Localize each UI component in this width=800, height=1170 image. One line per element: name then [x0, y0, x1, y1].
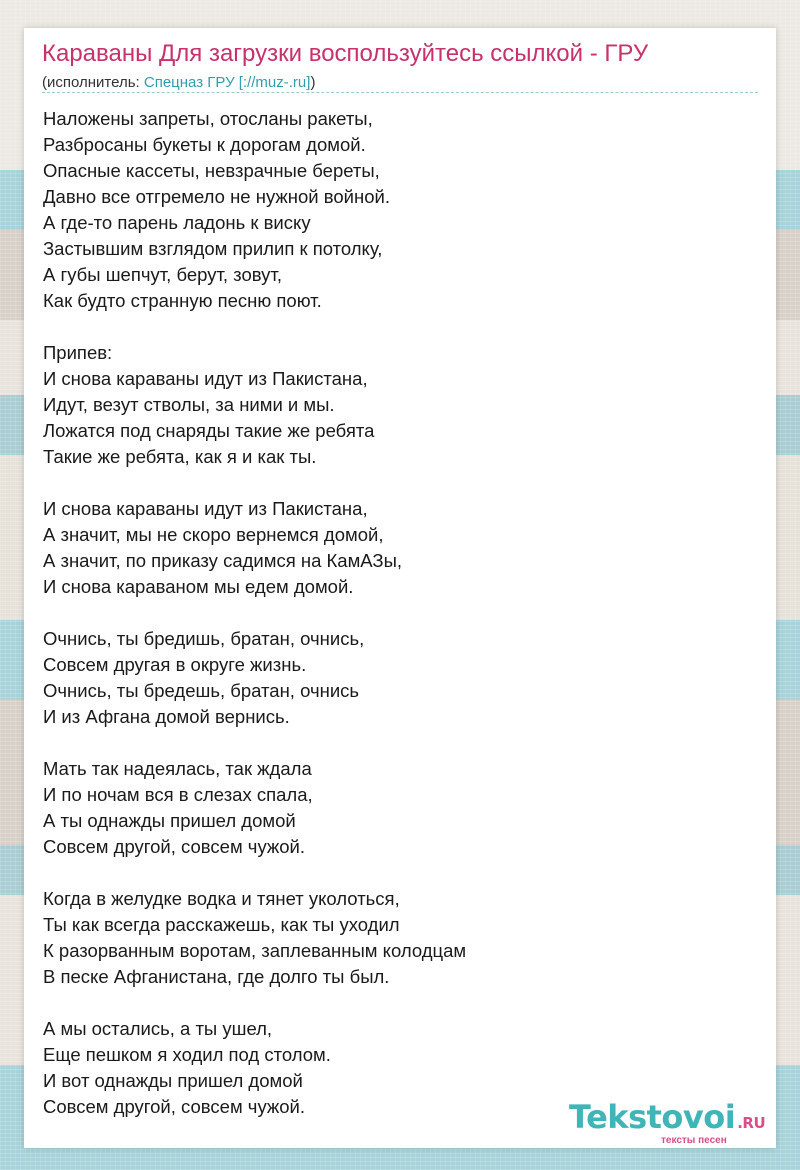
lyrics-body	[43, 106, 743, 1120]
lyric-line: А мы остались, а ты ушел,	[43, 1018, 273, 1039]
lyric-line: И из Афгана домой вернись.	[43, 706, 290, 727]
lyric-line: Очнись, ты бредишь, братан, очнись,	[43, 628, 365, 649]
lyric-line: Застывшим взглядом прилип к потолку,	[43, 238, 383, 259]
header-divider	[42, 92, 758, 93]
artist-suffix: )	[310, 74, 316, 91]
artist-line	[42, 74, 315, 91]
lyric-line: И по ночам вся в слезах спала,	[43, 784, 313, 805]
logo-tagline: тексты песен	[661, 1135, 727, 1146]
lyric-line: Такие же ребята, как я и как ты.	[43, 446, 317, 467]
artist-link[interactable]: Спецназ ГРУ [://muz-.ru]	[143, 74, 311, 91]
lyric-line: Совсем другой, совсем чужой.	[43, 836, 306, 857]
lyric-line: Мать так надеялась, так ждала	[43, 758, 312, 779]
stanza-gap	[43, 314, 743, 340]
lyric-line: И вот однажды пришел домой	[43, 1070, 303, 1091]
stanza-gap	[43, 470, 743, 496]
lyric-line: Идут, везут стволы, за ними и мы.	[43, 394, 335, 415]
stanza-gap	[43, 730, 743, 756]
lyric-line: К разорванным воротам, заплеванным колодцам	[43, 940, 467, 961]
lyric-line: В песке Афганистана, где долго ты был.	[43, 966, 390, 987]
lyric-line: Когда в желудке водка и тянет уколоться,	[43, 888, 400, 909]
logo-wordmark	[569, 1098, 765, 1136]
lyric-line: И снова караваном мы едем домой.	[43, 576, 354, 597]
lyric-line: Совсем другой, совсем чужой.	[43, 1096, 306, 1117]
logo-tld: .RU	[737, 1114, 766, 1132]
lyric-line: Еще пешком я ходил под столом.	[43, 1044, 331, 1065]
site-logo[interactable]	[569, 1098, 779, 1146]
lyric-line: И снова караваны идут из Пакистана,	[43, 498, 368, 519]
lyric-line: А значит, мы не скоро вернемся домой,	[43, 524, 384, 545]
lyric-line: А значит, по приказу садимся на КамАЗы,	[43, 550, 403, 571]
lyric-line: Совсем другая в округе жизнь.	[43, 654, 307, 675]
artist-prefix: (исполнитель:	[42, 74, 144, 91]
lyric-line: Припев:	[43, 342, 113, 363]
lyric-line: А ты однажды пришел домой	[43, 810, 296, 831]
lyric-line: А где-то парень ладонь к виску	[43, 212, 311, 233]
lyric-line: А губы шепчут, берут, зовут,	[43, 264, 282, 285]
lyric-line: Ты как всегда расскажешь, как ты уходил	[43, 914, 400, 935]
lyric-line: Ложатся под снаряды такие же ребята	[43, 420, 375, 441]
lyric-line: Разбросаны букеты к дорогам домой.	[43, 134, 366, 155]
lyrics-sheet	[24, 28, 776, 1148]
lyric-line: И снова караваны идут из Пакистана,	[43, 368, 368, 389]
lyric-line: Давно все отгремело не нужной войной.	[43, 186, 390, 207]
lyric-line: Опасные кассеты, невзрачные береты,	[43, 160, 380, 181]
stanza-gap	[43, 860, 743, 886]
page-title: Караваны Для загрузки воспользуйтесь ссылкой - ГРУ	[42, 40, 649, 67]
lyric-line: Наложены запреты, отосланы ракеты,	[43, 108, 373, 129]
lyric-line: Как будто странную песню поют.	[43, 290, 322, 311]
stanza-gap	[43, 600, 743, 626]
stanza-gap	[43, 990, 743, 1016]
lyric-line: Очнись, ты бредешь, братан, очнись	[43, 680, 360, 701]
logo-name: Tekstovoi	[569, 1098, 736, 1136]
